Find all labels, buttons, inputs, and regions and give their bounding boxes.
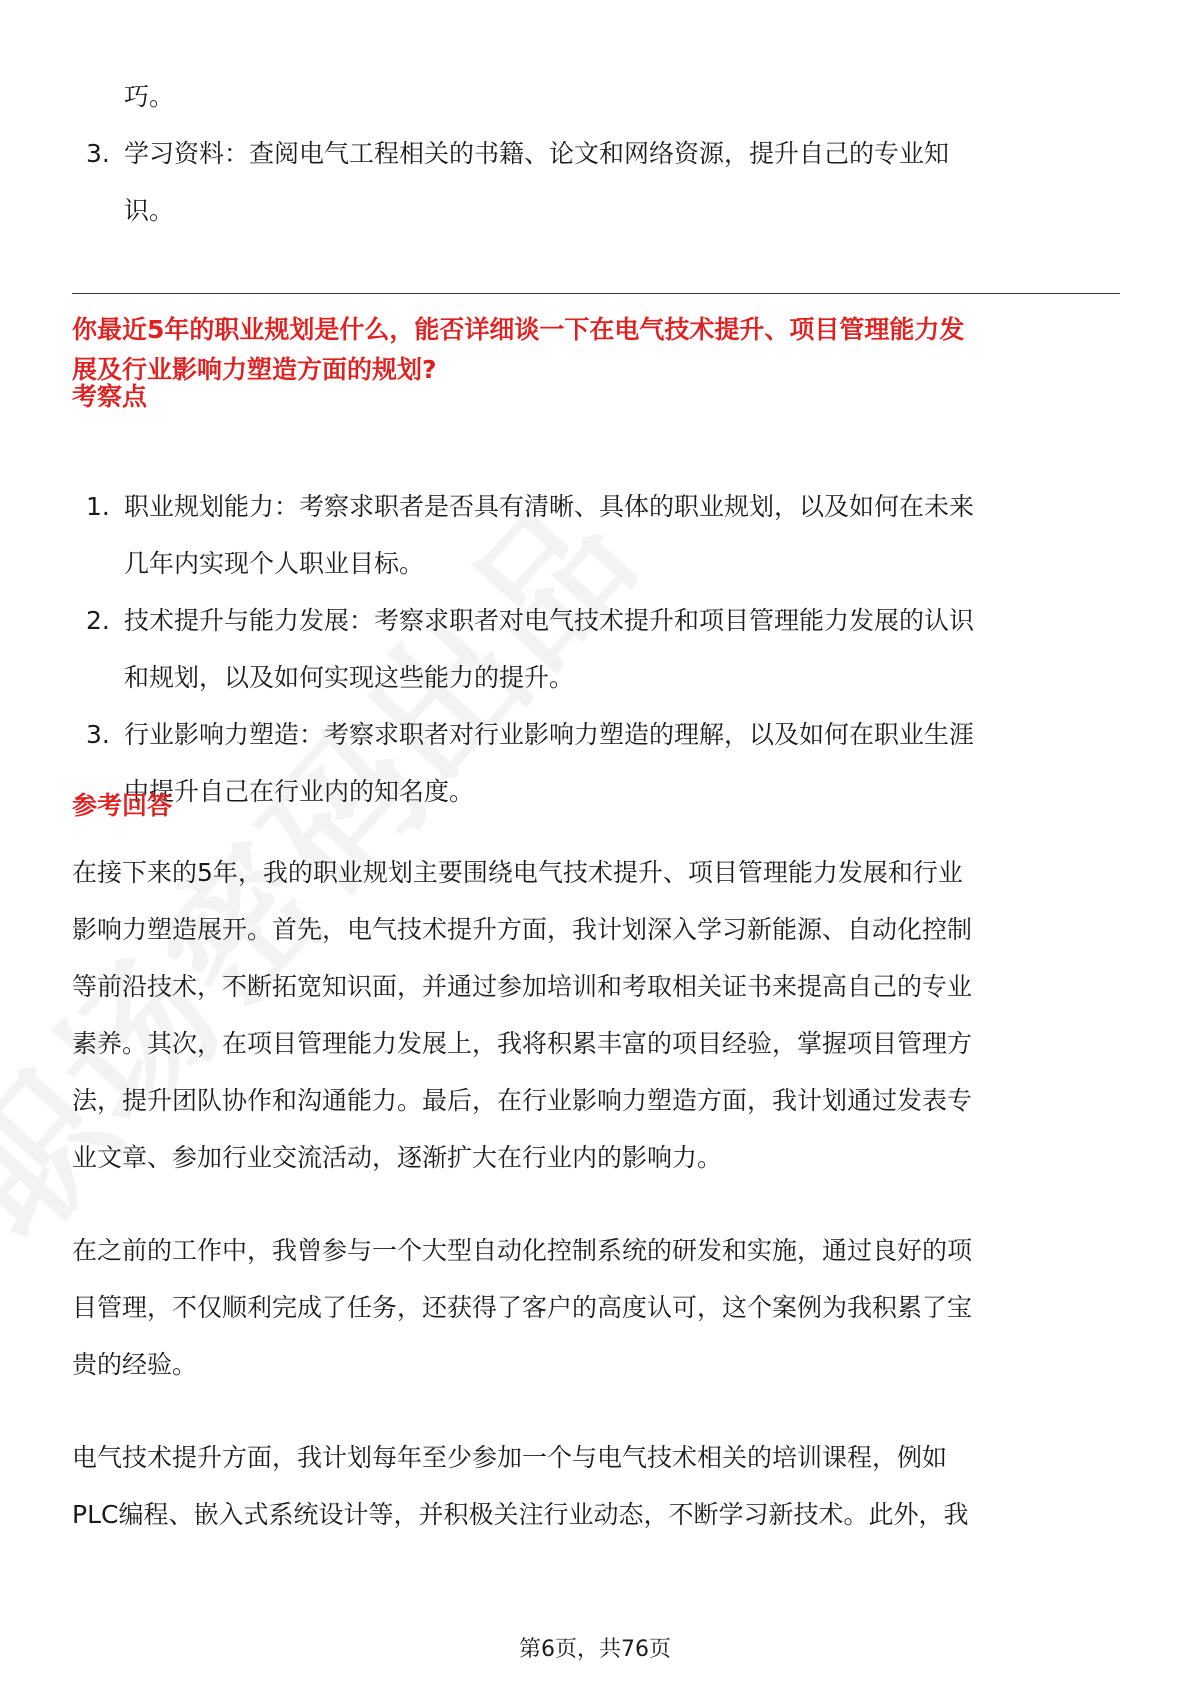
list-number: 2. [86, 606, 110, 635]
paragraph [72, 1429, 1120, 1543]
list-item-line1: 学习资料：查阅电气工程相关的书籍、论文和网络资源，提升自己的专业知 [124, 139, 950, 168]
list-number: 3. [86, 720, 110, 749]
answer-paragraph-3 [72, 1429, 1120, 1543]
prev-list [72, 125, 1120, 239]
list-item-line1: 行业影响力塑造：考察求职者对行业影响力塑造的理解，以及如何在职业生涯 [124, 720, 975, 749]
answer-title: 参考回答 [72, 791, 173, 820]
paragraph-line: 贵的经验。 [72, 1350, 198, 1379]
prev-item2-tail: 巧。 [124, 82, 175, 111]
list-item-line2: 识。 [124, 196, 175, 225]
exam-points-list [72, 478, 1120, 820]
list-number: 3. [86, 139, 110, 168]
paragraph-line: PLC编程、嵌入式系统设计等，并积极关注行业动态，不断学习新技术。此外，我 [72, 1500, 969, 1529]
section-divider [72, 293, 1120, 294]
paragraph-line: 电气技术提升方面，我计划每年至少参加一个与电气技术相关的培训课程，例如 [72, 1443, 948, 1472]
list-item-line1: 技术提升与能力发展：考察求职者对电气技术提升和项目管理能力发展的认识 [124, 606, 975, 635]
exam-points-title: 考察点 [72, 382, 148, 411]
paragraph-line: 素养。其次，在项目管理能力发展上，我将积累丰富的项目经验，掌握项目管理方 [72, 1029, 973, 1058]
list-item [72, 706, 1120, 820]
paragraph-line: 在接下来的5年，我的职业规划主要围绕电气技术提升、项目管理能力发展和行业 [72, 858, 963, 887]
question-line2: 展及行业影响力塑造方面的规划? [72, 355, 437, 384]
list-item [72, 592, 1120, 706]
prev-section [72, 68, 1120, 239]
question-line1: 你最近5年的职业规划是什么，能否详细谈一下在电气技术提升、项目管理能力发 [72, 315, 965, 344]
answer-paragraph-2 [72, 1222, 1120, 1393]
paragraph-line: 在之前的工作中，我曾参与一个大型自动化控制系统的研发和实施，通过良好的项 [72, 1236, 973, 1265]
exam-points [72, 478, 1120, 820]
answer-paragraph-1 [72, 844, 1120, 1186]
page-footer: 第6页，共76页 [519, 1637, 671, 1662]
paragraph [72, 844, 1120, 1186]
list-item-line2: 和规划，以及如何实现这些能力的提升。 [124, 663, 575, 692]
list-item-line2: 几年内实现个人职业目标。 [124, 549, 425, 578]
paragraph [72, 1222, 1120, 1393]
list-number: 1. [86, 492, 110, 521]
question-heading [72, 310, 1120, 390]
paragraph-line: 等前沿技术，不断拓宽知识面，并通过参加培训和考取相关证书来提高自己的专业 [72, 972, 973, 1001]
paragraph-line: 法，提升团队协作和沟通能力。最后，在行业影响力塑造方面，我计划通过发表专 [72, 1086, 973, 1115]
list-item-line2: 中提升自己在行业内的知名度。 [124, 777, 475, 806]
paragraph-line: 目管理，不仅顺利完成了任务，还获得了客户的高度认可，这个案例为我积累了宝 [72, 1293, 973, 1322]
list-item-line1: 职业规划能力：考察求职者是否具有清晰、具体的职业规划，以及如何在未来 [124, 492, 975, 521]
list-item [72, 478, 1120, 592]
paragraph-line: 业文章、参加行业交流活动，逐渐扩大在行业内的影响力。 [72, 1143, 723, 1172]
paragraph-line: 影响力塑造展开。首先，电气技术提升方面，我计划深入学习新能源、自动化控制 [72, 915, 973, 944]
list-item [72, 125, 1120, 239]
